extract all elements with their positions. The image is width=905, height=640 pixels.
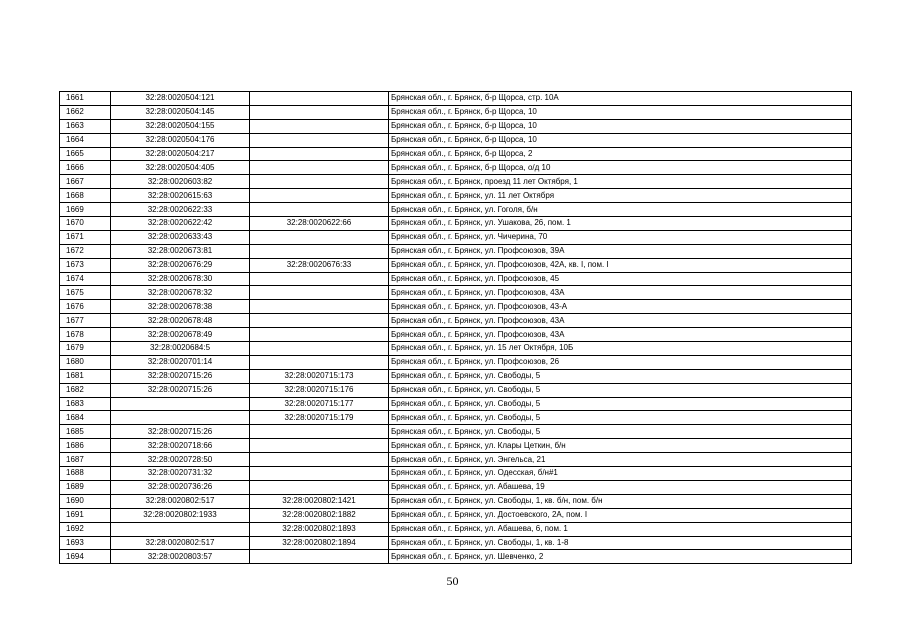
cadastral-number-cell: 32:28:0020802:517: [111, 536, 250, 550]
table-row: [60, 105, 852, 119]
row-number-cell: 1669: [60, 203, 111, 217]
table-row: [60, 536, 852, 550]
row-number-cell: 1679: [60, 342, 111, 356]
table-row: [60, 272, 852, 286]
linked-cadastral-number-cell: [250, 230, 389, 244]
table-row: [60, 119, 852, 133]
table-row: [60, 217, 852, 231]
row-number-cell: 1685: [60, 425, 111, 439]
cadastral-number-cell: 32:28:0020504:121: [111, 92, 250, 106]
linked-cadastral-number-cell: [250, 342, 389, 356]
linked-cadastral-number-cell: [250, 105, 389, 119]
row-number-cell: 1665: [60, 147, 111, 161]
cadastral-number-cell: 32:28:0020504:145: [111, 105, 250, 119]
table-row: [60, 189, 852, 203]
cadastral-number-cell: 32:28:0020615:63: [111, 189, 250, 203]
linked-cadastral-number-cell: 32:28:0020802:1894: [250, 536, 389, 550]
linked-cadastral-number-cell: [250, 244, 389, 258]
linked-cadastral-number-cell: [250, 439, 389, 453]
cadastral-number-cell: 32:28:0020678:49: [111, 328, 250, 342]
linked-cadastral-number-cell: [250, 203, 389, 217]
linked-cadastral-number-cell: [250, 314, 389, 328]
cadastral-number-cell: [111, 522, 250, 536]
address-cell: Брянская обл., г. Брянск, ул. Профсоюзов, 43А: [389, 314, 852, 328]
address-cell: Брянская обл., г. Брянск, ул. Свободы, 5: [389, 369, 852, 383]
address-cell: Брянская обл., г. Брянск, б-р Щорса, 10: [389, 133, 852, 147]
row-number-cell: 1663: [60, 119, 111, 133]
address-cell: Брянская обл., г. Брянск, б-р Щорса, 10: [389, 119, 852, 133]
row-number-cell: 1676: [60, 300, 111, 314]
table-row: [60, 133, 852, 147]
table-row: [60, 328, 852, 342]
row-number-cell: 1675: [60, 286, 111, 300]
address-cell: Брянская обл., г. Брянск, ул. Свободы, 5: [389, 411, 852, 425]
table-row: [60, 342, 852, 356]
row-number-cell: 1672: [60, 244, 111, 258]
address-cell: Брянская обл., г. Брянск, ул. Профсоюзов, 26: [389, 355, 852, 369]
address-cell: Брянская обл., г. Брянск, ул. Энгельса, 21: [389, 453, 852, 467]
table-row: [60, 467, 852, 481]
table-row: [60, 314, 852, 328]
address-cell: Брянская обл., г. Брянск, ул. Профсоюзов, 45: [389, 272, 852, 286]
table-row: [60, 203, 852, 217]
address-cell: Брянская обл., г. Брянск, ул. Достоевского, 2А, пом. I: [389, 508, 852, 522]
table-row: [60, 439, 852, 453]
cadastral-number-cell: 32:28:0020504:405: [111, 161, 250, 175]
table-row: [60, 508, 852, 522]
linked-cadastral-number-cell: [250, 286, 389, 300]
address-cell: Брянская обл., г. Брянск, б-р Щорса, 2: [389, 147, 852, 161]
row-number-cell: 1671: [60, 230, 111, 244]
row-number-cell: 1666: [60, 161, 111, 175]
linked-cadastral-number-cell: [250, 355, 389, 369]
address-cell: Брянская обл., г. Брянск, ул. Свободы, 5: [389, 425, 852, 439]
cadastral-number-cell: 32:28:0020701:14: [111, 355, 250, 369]
address-cell: Брянская обл., г. Брянск, ул. 15 лет Октября, 10Б: [389, 342, 852, 356]
row-number-cell: 1673: [60, 258, 111, 272]
linked-cadastral-number-cell: [250, 92, 389, 106]
row-number-cell: 1662: [60, 105, 111, 119]
table-row: [60, 161, 852, 175]
cadastral-number-cell: 32:28:0020715:26: [111, 383, 250, 397]
table-row: [60, 383, 852, 397]
cadastral-number-cell: 32:28:0020676:29: [111, 258, 250, 272]
table-row: [60, 494, 852, 508]
linked-cadastral-number-cell: 32:28:0020802:1893: [250, 522, 389, 536]
address-cell: Брянская обл., г. Брянск, ул. Профсоюзов, 43А: [389, 328, 852, 342]
address-cell: Брянская обл., г. Брянск, ул. Шевченко, 2: [389, 550, 852, 564]
row-number-cell: 1668: [60, 189, 111, 203]
table-row: [60, 355, 852, 369]
address-cell: Брянская обл., г. Брянск, ул. Гоголя, б/н: [389, 203, 852, 217]
linked-cadastral-number-cell: [250, 328, 389, 342]
table-row: [60, 453, 852, 467]
row-number-cell: 1688: [60, 467, 111, 481]
linked-cadastral-number-cell: [250, 480, 389, 494]
cadastral-number-cell: 32:28:0020802:517: [111, 494, 250, 508]
address-cell: Брянская обл., г. Брянск, ул. Одесская, б/н#1: [389, 467, 852, 481]
address-cell: Брянская обл., г. Брянск, ул. Свободы, 5: [389, 397, 852, 411]
linked-cadastral-number-cell: [250, 133, 389, 147]
cadastral-number-cell: 32:28:0020736:26: [111, 480, 250, 494]
linked-cadastral-number-cell: [250, 453, 389, 467]
address-cell: Брянская обл., г. Брянск, ул. Свободы, 5: [389, 383, 852, 397]
address-cell: Брянская обл., г. Брянск, ул. Абашева, 19: [389, 480, 852, 494]
cadastral-number-cell: 32:28:0020603:82: [111, 175, 250, 189]
table-row: [60, 230, 852, 244]
address-cell: Брянская обл., г. Брянск, б-р Щорса, 10: [389, 105, 852, 119]
table-row: [60, 411, 852, 425]
cadastral-number-cell: 32:28:0020504:217: [111, 147, 250, 161]
linked-cadastral-number-cell: [250, 467, 389, 481]
table-row: [60, 175, 852, 189]
linked-cadastral-number-cell: 32:28:0020715:176: [250, 383, 389, 397]
address-cell: Брянская обл., г. Брянск, ул. Клары Цеткин, б/н: [389, 439, 852, 453]
address-cell: Брянская обл., г. Брянск, ул. Свободы, 1, кв. 1-8: [389, 536, 852, 550]
cadastral-number-cell: 32:28:0020731:32: [111, 467, 250, 481]
row-number-cell: 1678: [60, 328, 111, 342]
address-cell: Брянская обл., г. Брянск, б-р Щорса, о/д 10: [389, 161, 852, 175]
address-cell: Брянская обл., г. Брянск, ул. Абашева, 6, пом. 1: [389, 522, 852, 536]
row-number-cell: 1680: [60, 355, 111, 369]
row-number-cell: 1686: [60, 439, 111, 453]
linked-cadastral-number-cell: [250, 161, 389, 175]
linked-cadastral-number-cell: [250, 147, 389, 161]
linked-cadastral-number-cell: [250, 189, 389, 203]
address-cell: Брянская обл., г. Брянск, ул. Профсоюзов, 39А: [389, 244, 852, 258]
table-row: [60, 369, 852, 383]
table-row: [60, 92, 852, 106]
cadastral-number-cell: 32:28:0020803:57: [111, 550, 250, 564]
linked-cadastral-number-cell: [250, 550, 389, 564]
table-row: [60, 397, 852, 411]
address-cell: Брянская обл., г. Брянск, ул. Свободы, 1, кв. б/н, пом. б/н: [389, 494, 852, 508]
row-number-cell: 1694: [60, 550, 111, 564]
address-cell: Брянская обл., г. Брянск, ул. Профсоюзов, 42А, кв. I, пом. I: [389, 258, 852, 272]
cadastral-number-cell: 32:28:0020504:155: [111, 119, 250, 133]
table-row: [60, 286, 852, 300]
linked-cadastral-number-cell: [250, 175, 389, 189]
address-cell: Брянская обл., г. Брянск, ул. Ушакова, 26, пом. 1: [389, 217, 852, 231]
linked-cadastral-number-cell: 32:28:0020622:66: [250, 217, 389, 231]
table-row: [60, 258, 852, 272]
row-number-cell: 1689: [60, 480, 111, 494]
cadastral-number-cell: 32:28:0020504:176: [111, 133, 250, 147]
cadastral-number-cell: 32:28:0020715:26: [111, 369, 250, 383]
row-number-cell: 1687: [60, 453, 111, 467]
row-number-cell: 1691: [60, 508, 111, 522]
linked-cadastral-number-cell: 32:28:0020802:1882: [250, 508, 389, 522]
table-row: [60, 522, 852, 536]
row-number-cell: 1684: [60, 411, 111, 425]
linked-cadastral-number-cell: [250, 425, 389, 439]
table-row: [60, 300, 852, 314]
row-number-cell: 1674: [60, 272, 111, 286]
row-number-cell: 1693: [60, 536, 111, 550]
cadastral-number-cell: 32:28:0020678:32: [111, 286, 250, 300]
cadastral-number-cell: 32:28:0020622:33: [111, 203, 250, 217]
cadastral-number-cell: 32:28:0020673:81: [111, 244, 250, 258]
address-cell: Брянская обл., г. Брянск, ул. Чичерина, 70: [389, 230, 852, 244]
row-number-cell: 1681: [60, 369, 111, 383]
table-row: [60, 480, 852, 494]
cadastral-number-cell: 32:28:0020715:26: [111, 425, 250, 439]
cadastral-number-cell: 32:28:0020633:43: [111, 230, 250, 244]
address-cell: Брянская обл., г. Брянск, ул. Профсоюзов, 43-А: [389, 300, 852, 314]
row-number-cell: 1667: [60, 175, 111, 189]
cadastral-number-cell: [111, 397, 250, 411]
cadastral-number-cell: 32:28:0020684:5: [111, 342, 250, 356]
address-cell: Брянская обл., г. Брянск, ул. 11 лет Октября: [389, 189, 852, 203]
linked-cadastral-number-cell: 32:28:0020802:1421: [250, 494, 389, 508]
linked-cadastral-number-cell: 32:28:0020676:33: [250, 258, 389, 272]
table-body: [60, 92, 852, 564]
document-table-container: [59, 91, 852, 564]
page-number: 50: [446, 574, 459, 588]
row-number-cell: 1661: [60, 92, 111, 106]
cadastral-number-cell: 32:28:0020678:48: [111, 314, 250, 328]
cadastral-number-cell: 32:28:0020678:30: [111, 272, 250, 286]
table-row: [60, 147, 852, 161]
cadastral-number-cell: 32:28:0020802:1933: [111, 508, 250, 522]
table-row: [60, 244, 852, 258]
linked-cadastral-number-cell: 32:28:0020715:173: [250, 369, 389, 383]
table-row: [60, 550, 852, 564]
table-row: [60, 425, 852, 439]
row-number-cell: 1690: [60, 494, 111, 508]
linked-cadastral-number-cell: [250, 300, 389, 314]
linked-cadastral-number-cell: 32:28:0020715:179: [250, 411, 389, 425]
linked-cadastral-number-cell: [250, 272, 389, 286]
linked-cadastral-number-cell: 32:28:0020715:177: [250, 397, 389, 411]
linked-cadastral-number-cell: [250, 119, 389, 133]
row-number-cell: 1683: [60, 397, 111, 411]
cadastral-number-cell: 32:28:0020718:66: [111, 439, 250, 453]
address-cell: Брянская обл., г. Брянск, проезд 11 лет Октября, 1: [389, 175, 852, 189]
row-number-cell: 1682: [60, 383, 111, 397]
cadastral-table: [59, 91, 852, 564]
cadastral-number-cell: 32:28:0020622:42: [111, 217, 250, 231]
row-number-cell: 1692: [60, 522, 111, 536]
cadastral-number-cell: 32:28:0020678:38: [111, 300, 250, 314]
address-cell: Брянская обл., г. Брянск, б-р Щорса, стр. 10А: [389, 92, 852, 106]
cadastral-number-cell: 32:28:0020728:50: [111, 453, 250, 467]
row-number-cell: 1670: [60, 217, 111, 231]
row-number-cell: 1677: [60, 314, 111, 328]
cadastral-number-cell: [111, 411, 250, 425]
row-number-cell: 1664: [60, 133, 111, 147]
address-cell: Брянская обл., г. Брянск, ул. Профсоюзов, 43А: [389, 286, 852, 300]
